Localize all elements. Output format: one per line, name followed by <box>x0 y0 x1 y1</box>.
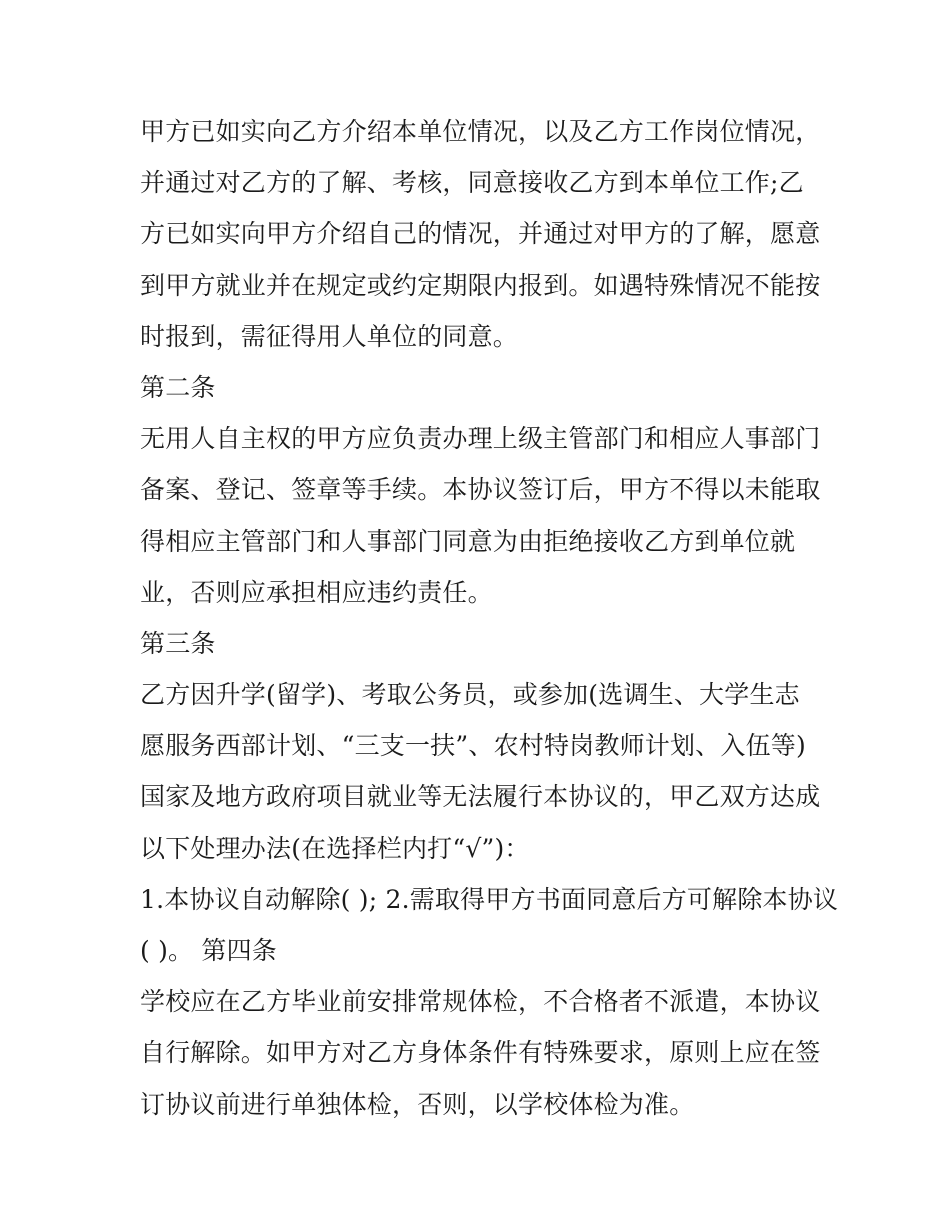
text-line: 订协议前进行单独体检，否则，以学校体检为准。 <box>140 1089 695 1119</box>
text-line: 学校应在乙方毕业前安排常规体检，不合格者不派遣，本协议 <box>140 987 821 1017</box>
article-heading: 第三条 <box>140 628 216 658</box>
text-line: 备案、登记、签章等手续。本协议签订后，甲方不得以未能取 <box>140 475 821 505</box>
text-line: 国家及地方政府项目就业等无法履行本协议的，甲乙双方达成 <box>140 782 821 812</box>
text-line: 愿服务西部计划、“三支一扶”、农村特岗教师计划、入伍等) <box>140 731 806 761</box>
text-line: 得相应主管部门和人事部门同意为由拒绝接收乙方到单位就 <box>140 526 796 556</box>
text-line: 自行解除。如甲方对乙方身体条件有特殊要求，原则上应在签 <box>140 1038 821 1068</box>
text-line: 方已如实向甲方介绍自己的情况，并通过对甲方的了解，愿意 <box>140 219 821 249</box>
text-line: 无用人自主权的甲方应负责办理上级主管部门和相应人事部门 <box>140 424 821 454</box>
text-line: 乙方因升学(留学)、考取公务员，或参加(选调生、大学生志 <box>140 680 800 710</box>
text-line: 1.本协议自动解除( ); 2.需取得甲方书面同意后方可解除本协议 <box>140 884 839 914</box>
text-line: 业，否则应承担相应违约责任。 <box>140 577 493 607</box>
text-line: ( )。 第四条 <box>140 936 278 965</box>
text-line: 到甲方就业并在规定或约定期限内报到。如遇特殊情况不能按 <box>140 270 821 300</box>
text-line: 时报到，需征得用人单位的同意。 <box>140 321 519 351</box>
document-page <box>140 106 839 1130</box>
text-line: 甲方已如实向乙方介绍本单位情况，以及乙方工作岗位情况， <box>140 117 821 146</box>
article-heading: 第二条 <box>140 372 216 402</box>
text-line: 以下处理办法(在选择栏内打“√”)： <box>140 833 530 863</box>
text-line: 并通过对乙方的了解、考核，同意接收乙方到本单位工作;乙 <box>140 168 804 198</box>
